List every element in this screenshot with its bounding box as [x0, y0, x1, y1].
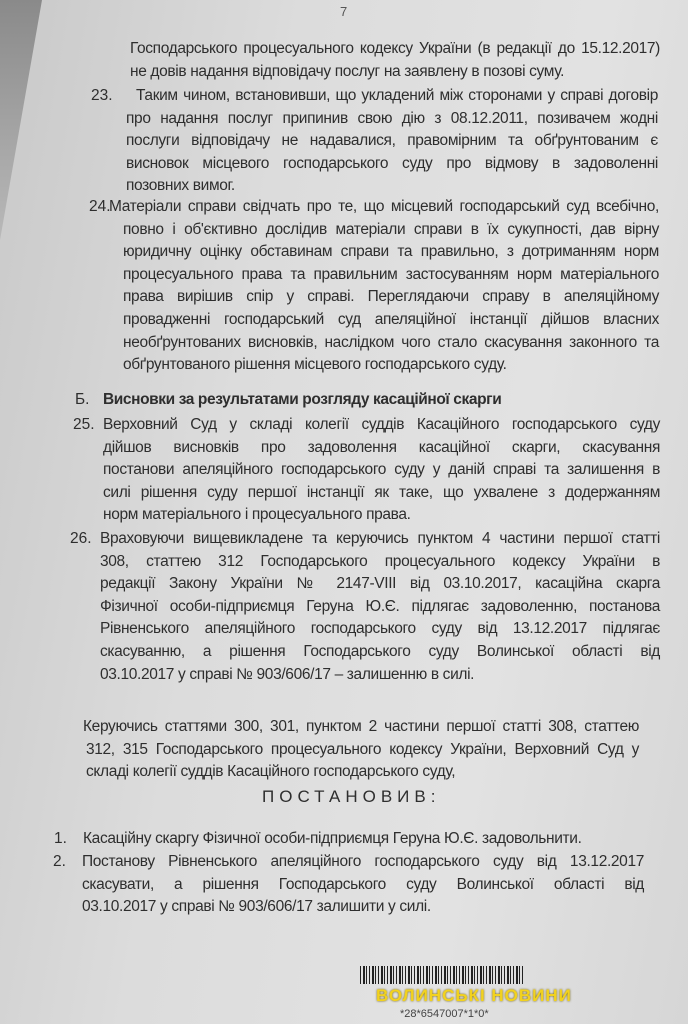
- resolution-number-2: 2.: [53, 853, 66, 870]
- paragraph-24: [109, 196, 659, 377]
- text-line: послуги відповідачу не надавалися, правомірним та обґрунтованим є: [126, 132, 658, 150]
- text-line: права вирішив спір у справі. Переглядаючи справу в апеляційному: [123, 288, 659, 306]
- resolution-1: [83, 828, 643, 851]
- resolution-number-1: 1.: [54, 830, 67, 847]
- text-line: 308, статтею 312 Господарського процесуального кодексу України в: [100, 552, 660, 570]
- text-line: Таким чином, встановивши, що укладений між сторонами у справі договір: [136, 87, 658, 104]
- resolved-heading: ПОСТАНОВИВ:: [262, 787, 441, 806]
- text-line: необґрунтованих висновків, наслідком чого стало скасування законного та: [123, 333, 659, 351]
- watermark-logo: ВОЛИНСЬКІ НОВИНИ: [376, 986, 572, 1005]
- text-line: норм матеріального і процесуального права.: [103, 506, 411, 524]
- page-number: 7: [340, 4, 348, 19]
- text-line: Господарського процесуального кодексу України (в редакції до 15.12.2017): [130, 40, 660, 57]
- paragraph-23: [126, 85, 658, 198]
- text-line: силі рішення суду першої інстанції як таке, що ухвалене з додержанням: [103, 483, 660, 501]
- text-line: про надання послуг припинив свою дію з 08.12.2011, позивачем жодні: [126, 109, 658, 127]
- text-line: скасуванню, а рішення Господарського суду Волинської області від: [100, 642, 660, 660]
- text-line: юридичну оцінку обставинам справи та правильно, з дотриманням норм: [123, 243, 659, 261]
- page-edge-shadow: [0, 0, 60, 240]
- operative-preamble: [83, 716, 639, 784]
- text-line: обґрунтованого рішення місцевого господарського суду.: [123, 356, 507, 374]
- barcode-number: *28*6547007*1*0*: [400, 1008, 489, 1020]
- intro-paragraph: [130, 38, 660, 83]
- text-line: повно і об'єктивно дослідив матеріали справи в їх сукупності, дав вірну: [123, 220, 659, 238]
- text-line: Верховний Суд у складі колегії суддів Касаційного господарського суду: [103, 416, 660, 433]
- text-line: Враховуючи вищевикладене та керуючись пунктом 4 частини першої статті: [100, 530, 660, 547]
- paragraph-number-26: 26.: [70, 530, 92, 547]
- text-line: дійшов висновків про задоволення касаційної скарги, скасування: [103, 438, 660, 456]
- text-line: скасувати, а рішення Господарського суду Волинської області від: [82, 875, 644, 893]
- paragraph-number-23: 23.: [91, 87, 113, 104]
- text-line: 03.10.2017 у справі № 903/606/17 – залишенню в силі.: [100, 665, 475, 683]
- paragraph-25: [103, 414, 660, 527]
- text-line: Касаційну скаргу Фізичної особи-підприємця Геруна Ю.Є. задовольнити.: [83, 830, 582, 847]
- text-line: Керуючись статтями 300, 301, пунктом 2 частини першої статті 308, статтею: [83, 718, 639, 735]
- paragraph-26: [100, 528, 660, 686]
- resolution-2: [82, 851, 644, 919]
- text-line: 312, 315 Господарського процесуального кодексу України, Верховний Суд у: [86, 740, 639, 758]
- section-heading: Висновки за результатами розгляду касаційної скарги: [103, 391, 502, 408]
- text-line: 03.10.2017 у справі № 903/606/17 залишити у силі.: [82, 898, 431, 916]
- section-letter: Б.: [75, 391, 90, 408]
- text-line: Фізичної особи-підприємця Геруна Ю.Є. підлягає задоволенню, постанова: [100, 597, 660, 615]
- text-line: Постанову Рівненського апеляційного господарського суду від 13.12.2017: [82, 853, 644, 870]
- text-line: Рівненського апеляційного господарського суду від 13.12.2017 підлягає: [100, 620, 660, 638]
- text-line: Матеріали справи свідчать про те, що місцевий господарський суд всебічно,: [109, 198, 659, 215]
- paragraph-number-25: 25.: [73, 416, 95, 433]
- paragraph-number-24: 24.: [89, 198, 111, 215]
- text-line: складі колегії суддів Касаційного господарського суду,: [86, 763, 456, 781]
- text-line: постанови апеляційного господарського суду у даній справі та залишення в: [103, 461, 660, 479]
- text-line: не довів надання відповідачу послуг на заявлену в позові суму.: [130, 62, 565, 80]
- text-line: висновок місцевого господарського суду про відмову в задоволенні: [126, 154, 658, 172]
- barcode: [360, 966, 525, 984]
- text-line: редакції Закону України № 2147-VIII від 03.10.2017, касаційна скарга: [100, 575, 660, 593]
- text-line: процесуального права та правильним застосуванням норм матеріального: [123, 265, 659, 283]
- text-line: позовних вимог.: [126, 177, 235, 195]
- text-line: провадженні господарський суд апеляційної інстанції дійшов власних: [123, 310, 659, 328]
